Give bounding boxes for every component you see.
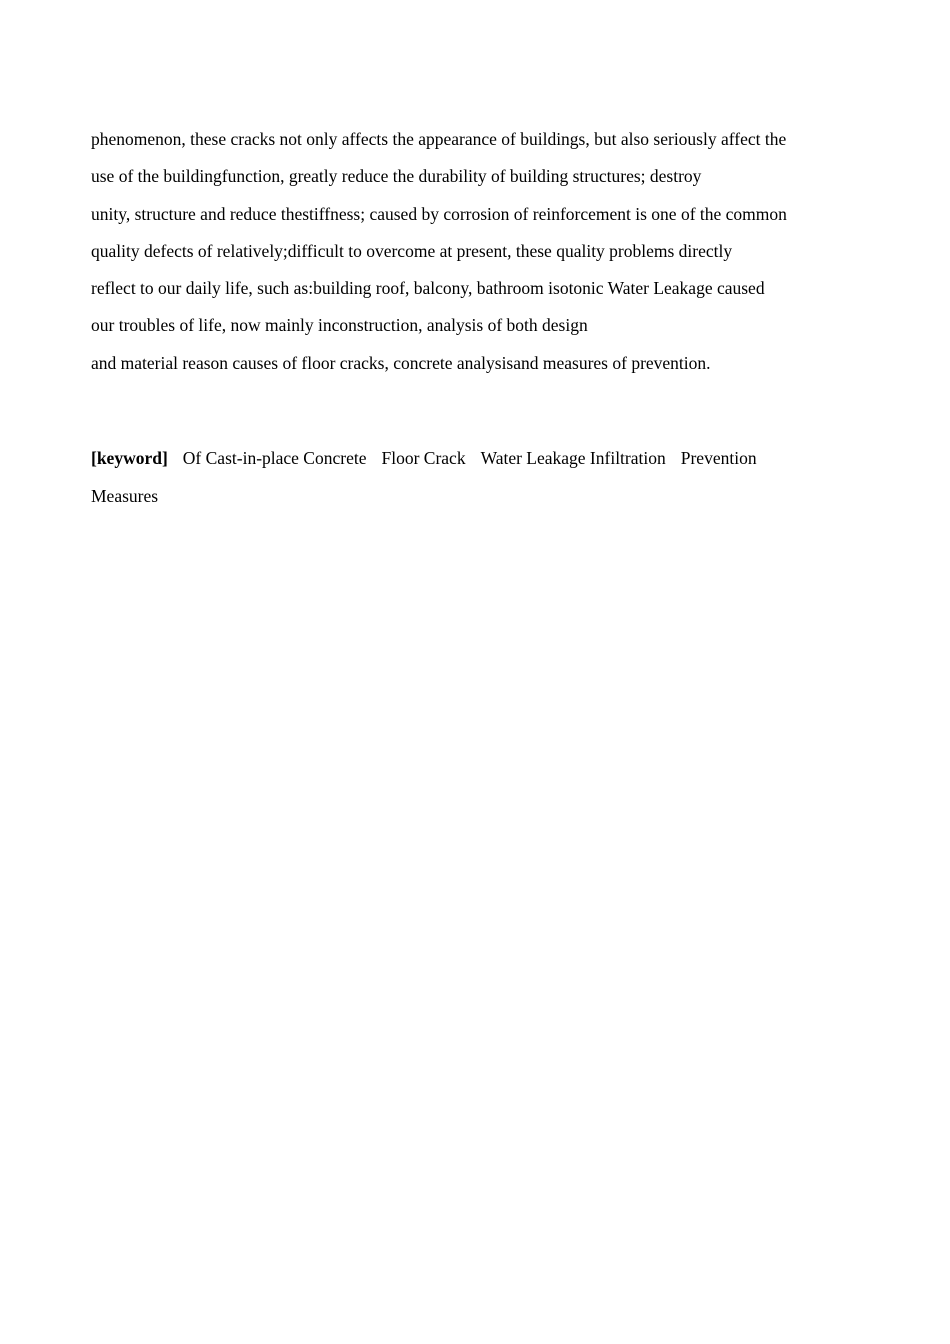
keyword-item: Of Cast-in-place Concrete [182,448,367,469]
keywords-label: [keyword] [91,448,168,469]
abstract-line-6: our troubles of life, now mainly inconstruction, analysis of both design [91,315,588,336]
keywords-section [91,440,871,515]
abstract-line-4: quality defects of relatively;difficult to overcome at present, these quality problems directly [91,240,733,261]
abstract-line-2: use of the buildingfunction, greatly reduce the durability of building structures; destroy [91,166,702,187]
keyword-item: Floor Crack [381,448,466,469]
abstract-line-5: reflect to our daily life, such as:building roof, balcony, bathroom isotonic Water Leakage caused [91,278,765,299]
keyword-item: Water Leakage Infiltration [480,448,666,469]
abstract-line-7: and material reason causes of floor cracks, concrete analysisand measures of prevention. [91,352,711,373]
abstract-paragraph [91,121,871,382]
keyword-item: Prevention [680,448,757,469]
abstract-line-3: unity, structure and reduce thestiffness; caused by corrosion of reinforcement is one of the common [91,203,787,224]
document-page [91,121,871,515]
keywords-row [91,440,871,478]
keywords-continuation: Measures [91,485,159,506]
abstract-line-1: phenomenon, these cracks not only affects the appearance of buildings, but also seriously affect the [91,129,787,149]
